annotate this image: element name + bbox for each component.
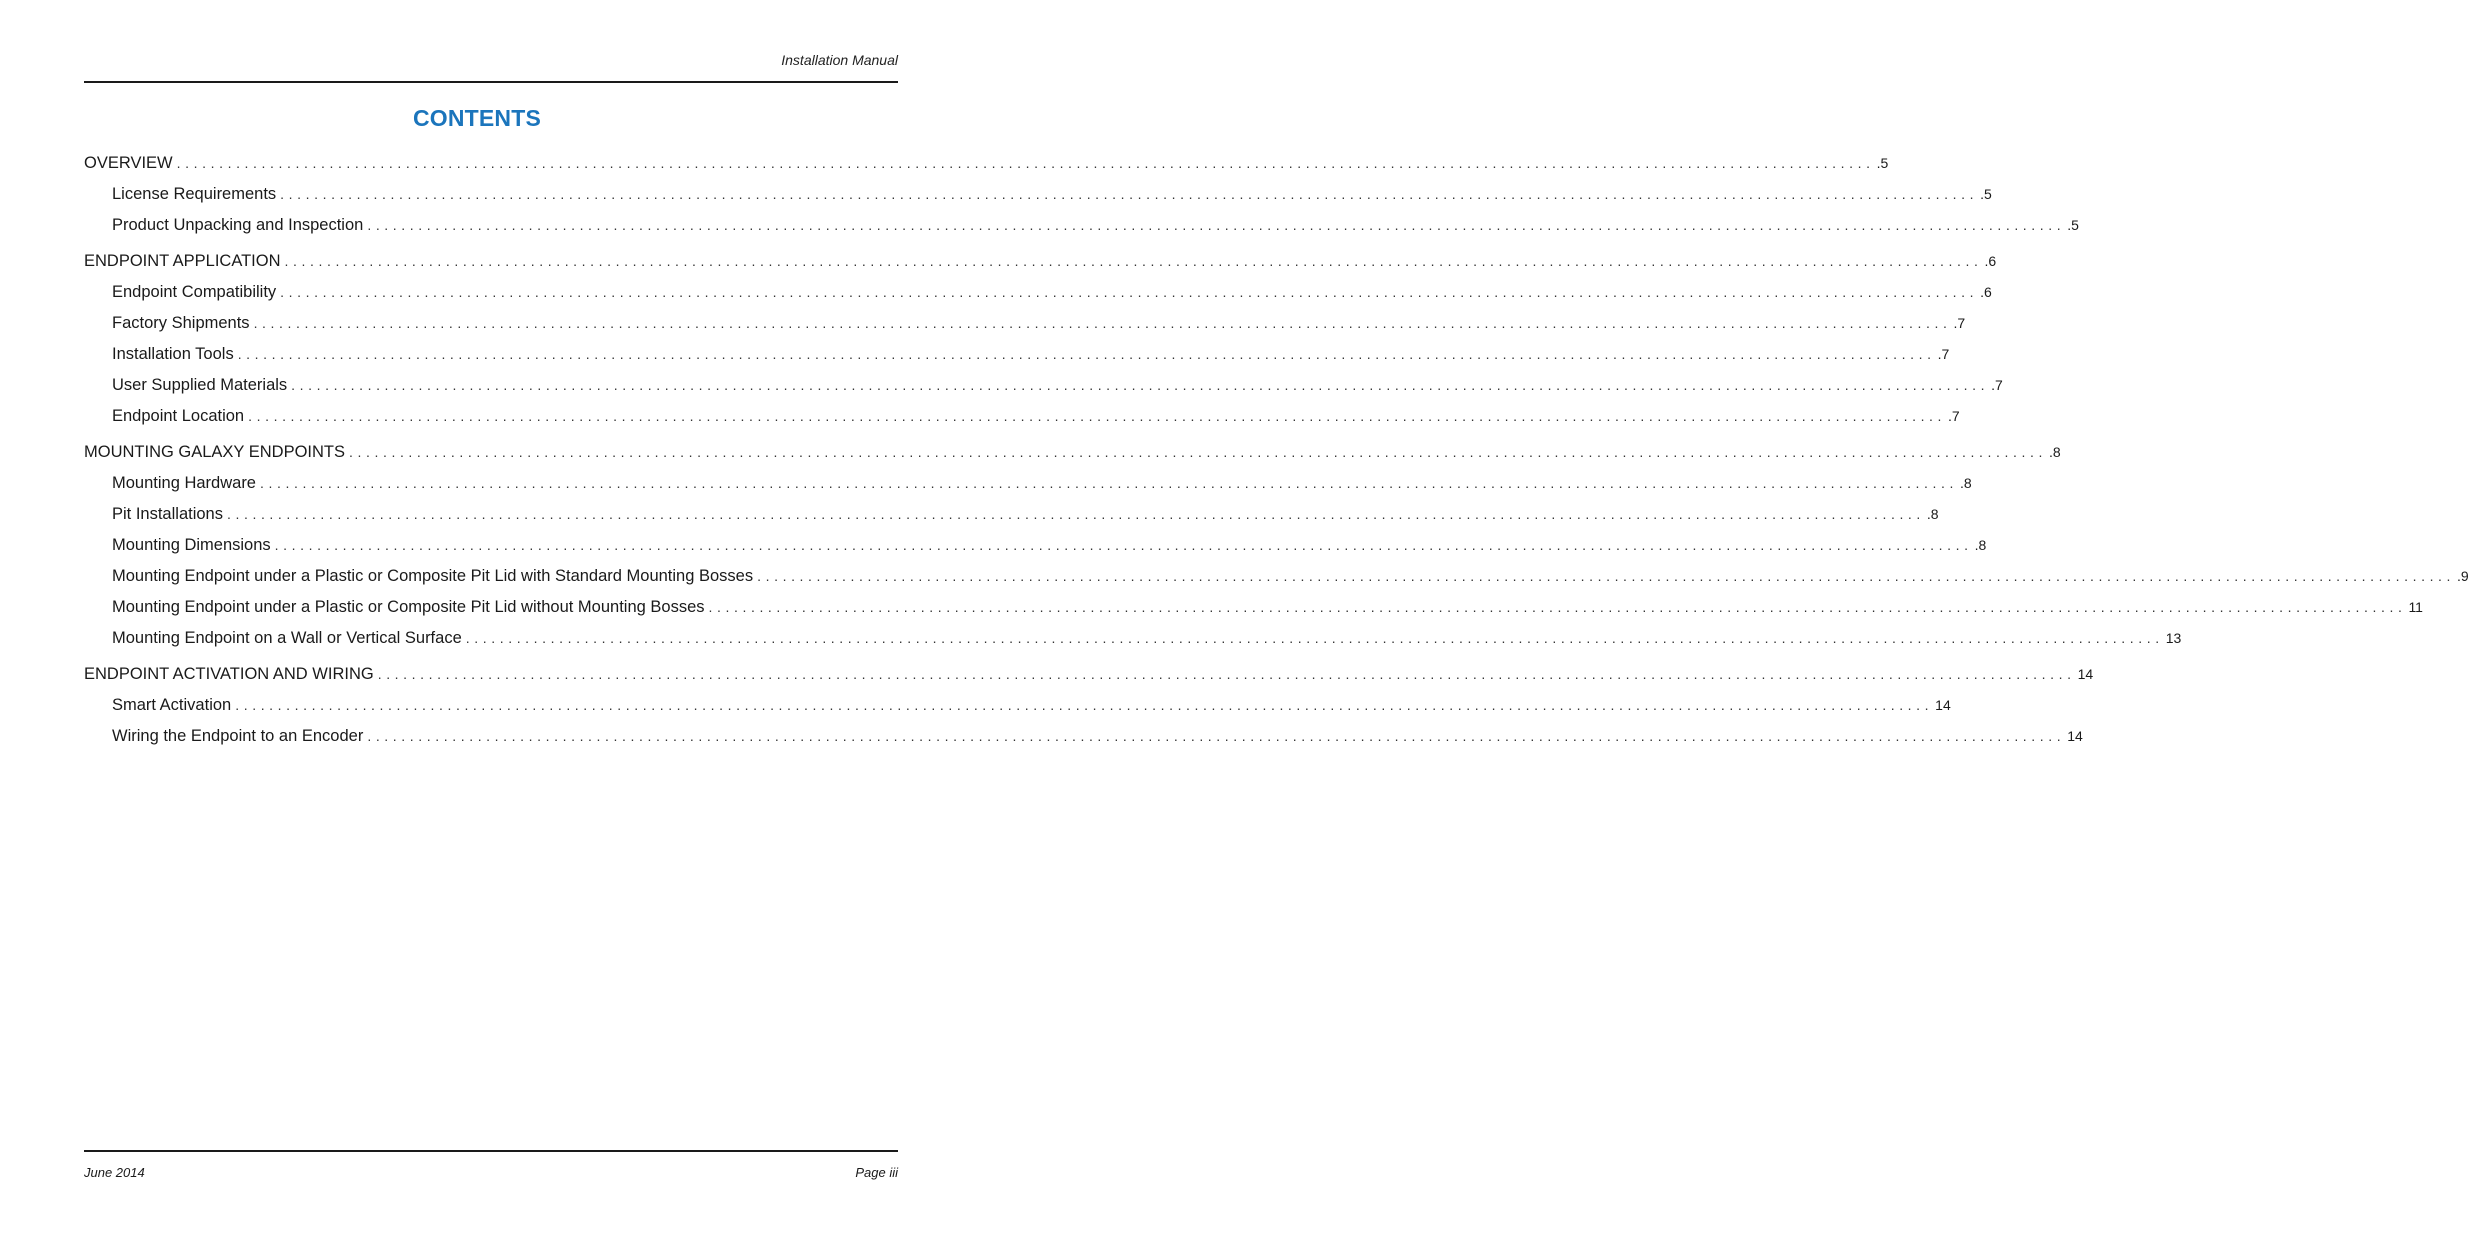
toc-entry-smart-activation[interactable]: Smart Activation ........................................................................................................................................................................................................ 14 — [112, 696, 1951, 714]
running-header: Installation Manual — [781, 52, 898, 68]
toc-entry-endpoint-compatibility[interactable]: Endpoint Compatibility ........................................................................................................................................................................................................ .6 — [112, 283, 1992, 301]
toc-entry-pit-installations[interactable]: Pit Installations ........................................................................................................................................................................................................ .8 — [112, 505, 1939, 523]
footer-page-number: Page iii — [855, 1165, 898, 1180]
toc-entry-factory-shipments[interactable]: Factory Shipments ........................................................................................................................................................................................................ .7 — [112, 314, 1966, 332]
header-rule — [84, 81, 898, 83]
page-title: CONTENTS — [412, 105, 542, 131]
toc-entry-overview[interactable]: OVERVIEW ........................................................................................................................................................................................................ .5 — [84, 154, 1889, 172]
toc-entry-license-requirements[interactable]: License Requirements ........................................................................................................................................................................................................ .5 — [112, 185, 1992, 203]
toc-entry-product-unpacking[interactable]: Product Unpacking and Inspection ........................................................................................................................................................................................................ .5 — [112, 216, 2079, 234]
table-of-contents — [84, 150, 2469, 754]
toc-entry-endpoint-activation-wiring[interactable]: ENDPOINT ACTIVATION AND WIRING ........................................................................................................................................................................................................ 14 — [84, 665, 2094, 683]
toc-entry-mounting-galaxy-endpoints[interactable]: MOUNTING GALAXY ENDPOINTS ........................................................................................................................................................................................................ .8 — [84, 443, 2061, 461]
toc-entry-mounting-with-bosses[interactable]: Mounting Endpoint under a Plastic or Composite Pit Lid with Standard Mounting Bosses ........................................................................................................................................................................................................ .9 — [112, 567, 2469, 585]
footer-rule — [84, 1150, 898, 1152]
toc-entry-installation-tools[interactable]: Installation Tools ........................................................................................................................................................................................................ .7 — [112, 345, 1950, 363]
toc-entry-mounting-dimensions[interactable]: Mounting Dimensions ........................................................................................................................................................................................................ .8 — [112, 536, 1987, 554]
toc-entry-mounting-without-bosses[interactable]: Mounting Endpoint under a Plastic or Composite Pit Lid without Mounting Bosses ........................................................................................................................................................................................................ 11 — [112, 598, 2423, 616]
toc-entry-endpoint-application[interactable]: ENDPOINT APPLICATION ........................................................................................................................................................................................................ .6 — [84, 252, 1997, 270]
footer-date: June 2014 — [84, 1165, 145, 1180]
toc-entry-endpoint-location[interactable]: Endpoint Location ........................................................................................................................................................................................................ .7 — [112, 407, 1960, 425]
toc-entry-wiring-encoder[interactable]: Wiring the Endpoint to an Encoder ........................................................................................................................................................................................................ 14 — [112, 727, 2083, 745]
toc-entry-mounting-on-wall[interactable]: Mounting Endpoint on a Wall or Vertical Surface ........................................................................................................................................................................................................ 13 — [112, 629, 2182, 647]
toc-entry-mounting-hardware[interactable]: Mounting Hardware ........................................................................................................................................................................................................ .8 — [112, 474, 1972, 492]
toc-entry-user-supplied-materials[interactable]: User Supplied Materials ........................................................................................................................................................................................................ .7 — [112, 376, 2003, 394]
